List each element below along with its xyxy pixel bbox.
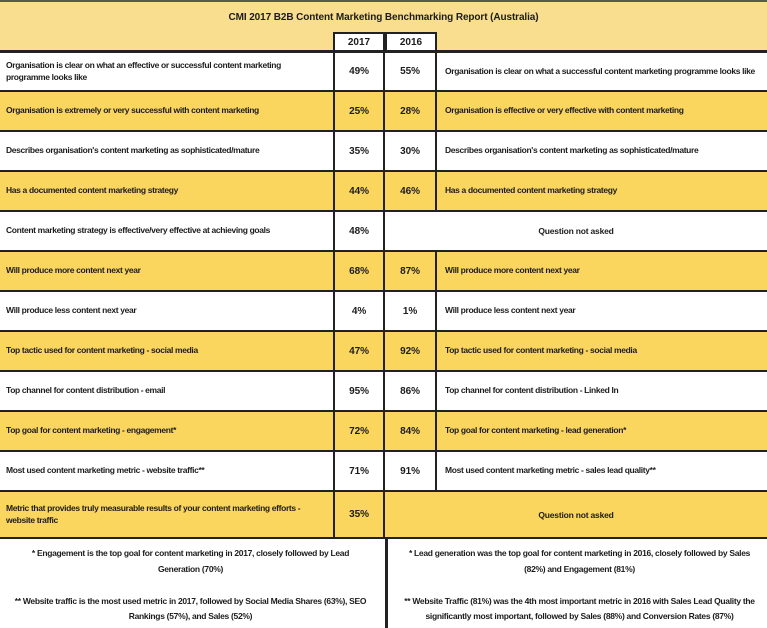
footnote-lead-generation: * Lead generation was the top goal for content marketing in 2016, closely followed by Sales (82%) and Engagement (81%) — [408, 548, 751, 574]
footnotes-2017 — [0, 539, 385, 628]
row-2017-value: 25% — [333, 92, 385, 130]
row-right-label: Has a documented content marketing strategy — [445, 185, 617, 196]
row-2017-value: 71% — [333, 452, 385, 490]
row-left-label: Top channel for content distribution - email — [6, 385, 166, 396]
table-row — [0, 132, 767, 172]
table-row — [0, 452, 767, 492]
row-2017-value: 35% — [333, 132, 385, 170]
row-2017-value: 35% — [333, 492, 385, 537]
footnotes-2016 — [385, 539, 767, 628]
row-left-label: Top goal for content marketing - engagement* — [6, 425, 177, 436]
row-2017-value: 95% — [333, 372, 385, 410]
row-2017-value: 44% — [333, 172, 385, 210]
row-left-label: Will produce less content next year — [6, 305, 137, 316]
row-right-label: Organisation is effective or very effective with content marketing — [445, 105, 684, 116]
footnote-engagement: * Engagement is the top goal for content marketing in 2017, closely followed by Lead Generation (70%) — [31, 548, 350, 574]
row-left-label: Top tactic used for content marketing - social media — [6, 345, 198, 356]
table-row — [0, 252, 767, 292]
row-left-label: Will produce more content next year — [6, 265, 141, 276]
question-not-asked-cell: Question not asked — [538, 226, 614, 236]
row-2016-value: 30% — [385, 132, 437, 170]
row-2017-value: 68% — [333, 252, 385, 290]
row-right-label: Top channel for content distribution - Linked In — [445, 385, 619, 396]
row-2016-value: 92% — [385, 332, 437, 370]
row-2016-value: 1% — [385, 292, 437, 330]
row-right-label: Will produce less content next year — [445, 305, 576, 316]
row-2017-value: 72% — [333, 412, 385, 450]
table-row — [0, 92, 767, 132]
row-left-label: Has a documented content marketing strategy — [6, 185, 178, 196]
question-not-asked-cell: Question not asked — [538, 509, 614, 520]
row-left-label: Organisation is clear on what an effective or successful content marketing programme looks like — [6, 60, 281, 82]
header-band — [0, 2, 767, 53]
row-2016-value: 84% — [385, 412, 437, 450]
row-left-label: Most used content marketing metric - website traffic** — [6, 465, 205, 476]
row-2017-value: 49% — [333, 53, 385, 90]
table-row — [0, 492, 767, 539]
footnote-website-traffic: ** Website traffic is the most used metric in 2017, followed by Social Media Shares (63%), SEO Rankings (57%), and Sales (52%) — [14, 595, 367, 622]
footnotes-section — [0, 539, 767, 628]
row-right-label: Top tactic used for content marketing - social media — [445, 345, 637, 356]
table-body — [0, 53, 767, 539]
row-left-label: Content marketing strategy is effective/very effective at achieving goals — [6, 225, 271, 236]
table-row — [0, 412, 767, 452]
row-left-label: Organisation is extremely or very successful with content marketing — [6, 105, 259, 116]
row-2017-value: 48% — [333, 212, 385, 250]
row-2016-value: 55% — [385, 53, 437, 90]
row-2017-value: 4% — [333, 292, 385, 330]
column-header-2016: 2016 — [385, 32, 437, 50]
row-2016-value: 46% — [385, 172, 437, 210]
footnote-sales-lead-quality: ** Website Traffic (81%) was the 4th most important metric in 2016 with Sales Lead Quality the significantly most important, followed by Sales (88%) and Conversion Rates (87%) — [404, 595, 755, 622]
table-row — [0, 53, 767, 92]
column-header-2017: 2017 — [333, 32, 385, 50]
row-right-label: Top goal for content marketing - lead generation* — [445, 425, 627, 436]
table-row — [0, 372, 767, 412]
row-2016-value: 28% — [385, 92, 437, 130]
row-right-label: Describes organisation's content marketing as sophisticated/mature — [445, 145, 699, 156]
table-row — [0, 172, 767, 212]
row-right-label: Will produce more content next year — [445, 265, 580, 276]
row-left-label: Describes organisation's content marketing as sophisticated/mature — [6, 145, 260, 156]
row-right-label: Most used content marketing metric - sales lead quality** — [445, 465, 656, 476]
table-row — [0, 292, 767, 332]
row-2017-value: 47% — [333, 332, 385, 370]
table-row — [0, 212, 767, 252]
row-2016-value: 86% — [385, 372, 437, 410]
row-2016-value: 87% — [385, 252, 437, 290]
row-2016-value: 91% — [385, 452, 437, 490]
row-right-label: Organisation is clear on what a successful content marketing programme looks like — [445, 65, 755, 76]
row-left-label: Metric that provides truly measurable results of your content marketing efforts - website traffic — [6, 503, 301, 525]
table-row — [0, 332, 767, 372]
page-title: CMI 2017 B2B Content Marketing Benchmarking Report (Australia) — [228, 12, 539, 23]
